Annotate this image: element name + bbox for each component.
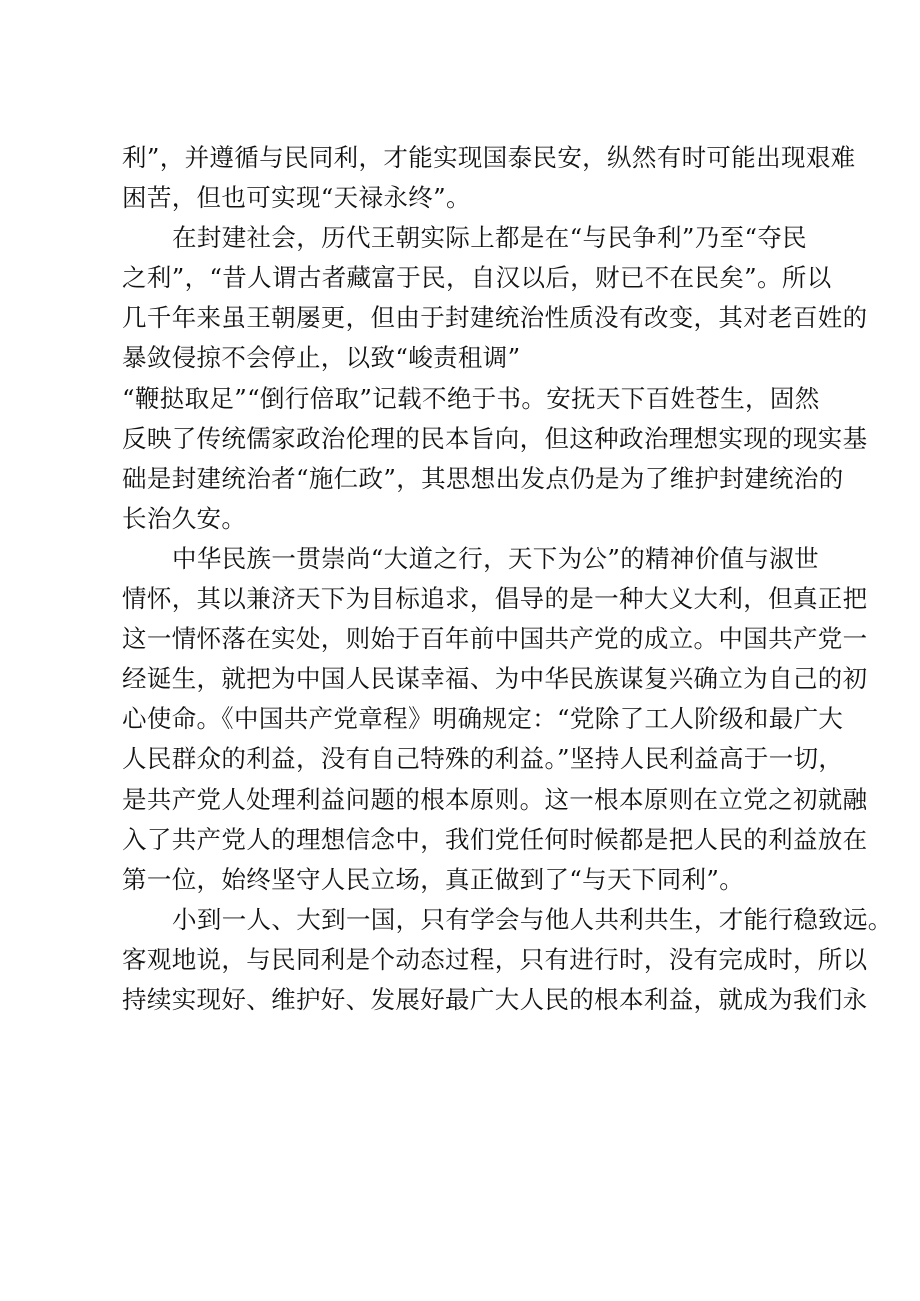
text-line: 经诞生，就把为中国人民谋幸福、为中华民族谋复兴确立为自己的初 <box>122 664 868 694</box>
text-line: 这一情怀落在实处，则始于百年前中国共产党的成立。中国共产党一 <box>122 624 868 654</box>
text-line: 第一位，始终坚守人民立场，真正做到了“与天下同利”。 <box>122 864 745 894</box>
text-line: 客观地说，与民同利是个动态过程，只有进行时，没有完成时，所以 <box>122 944 868 974</box>
text-line: 人民群众的利益，没有自己特殊的利益。”坚持人民利益高于一切， <box>122 744 844 774</box>
text-line: 困苦，但也可实现“天禄永终”。 <box>122 183 471 213</box>
text-line: 长治久安。 <box>122 503 247 533</box>
text-line: 暴敛侵掠不会停止，以致“峻责租调” <box>122 343 521 373</box>
paragraph-first-line: 在封建社会，历代王朝实际上都是在“与民争利”乃至“夺民 <box>172 223 808 253</box>
text-line: 持续实现好、维护好、发展好最广大人民的根本利益，就成为我们永 <box>122 984 868 1014</box>
text-line: 之利”，“昔人谓古者藏富于民，自汉以后，财已不在民矣”。所以 <box>122 263 832 293</box>
text-line: 是共产党人处理利益问题的根本原则。这一根本原则在立党之初就融 <box>122 784 868 814</box>
body-text <box>122 138 893 1020</box>
text-line: 利”，并遵循与民同利，才能实现国泰民安，纵然有时可能出现艰难 <box>122 143 856 172</box>
text-line: 反映了传统儒家政治伦理的民本旨向，但这种政治理想实现的现实基 <box>122 423 868 453</box>
text-line: 础是封建统治者“施仁政”，其思想出发点仍是为了维护封建统治的 <box>122 463 844 493</box>
text-line: 入了共产党人的理想信念中，我们党任何时候都是把人民的利益放在 <box>122 824 868 854</box>
text-line: 几千年来虽王朝屡更，但由于封建统治性质没有改变，其对老百姓的 <box>122 303 868 333</box>
paragraph-first-line: 小到一人、大到一国，只有学会与他人共利共生，才能行稳致远。 <box>172 904 893 934</box>
text-line: “鞭挞取足”“倒行倍取”记载不绝于书。安抚天下百姓苍生，固然 <box>122 383 820 413</box>
paragraph-first-line: 中华民族一贯崇尚“大道之行，天下为公”的精神价值与淑世 <box>172 543 819 573</box>
text-line: 情怀，其以兼济天下为目标追求，倡导的是一种大义大利，但真正把 <box>122 584 868 614</box>
text-line: 心使命。《中国共产党章程》明确规定：“党除了工人阶级和最广大 <box>122 704 844 734</box>
